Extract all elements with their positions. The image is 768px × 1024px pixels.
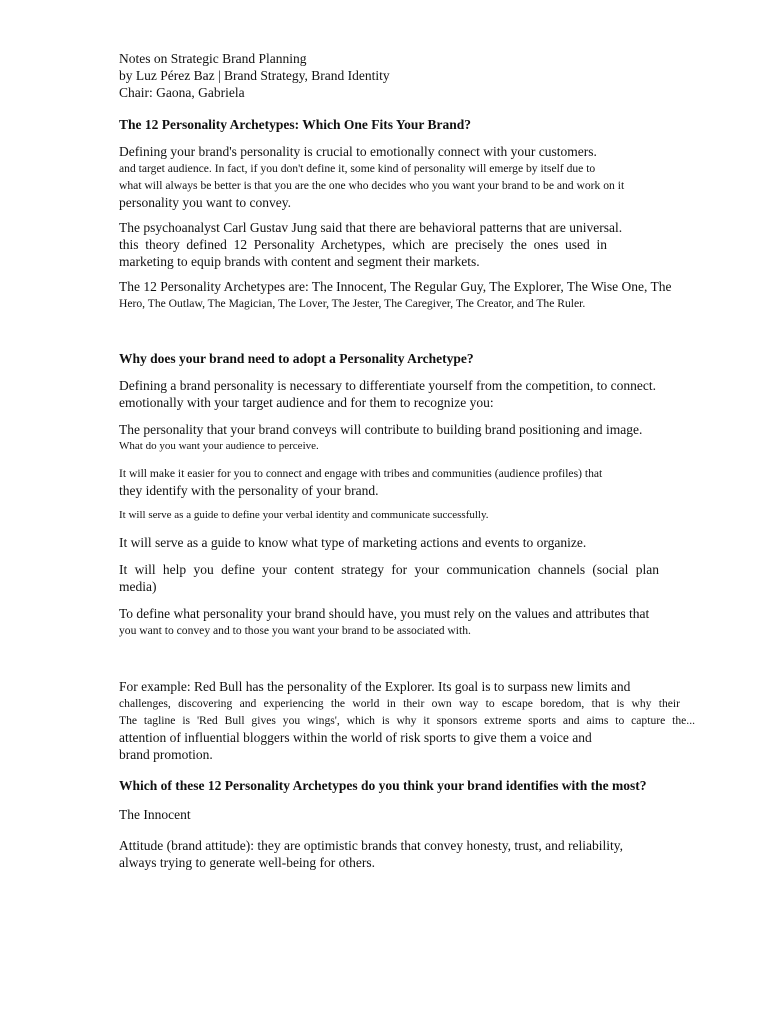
paragraph-line: The personality that your brand conveys will contribute to building brand positioning and image. (119, 422, 643, 437)
paragraph-line: emotionally with your target audience and for them to recognize you: (119, 395, 494, 410)
paragraph-line: Defining your brand's personality is crucial to emotionally connect with your customers. (119, 144, 597, 159)
paragraph-line: what will always be better is that you are the one who decides who you want your brand to be and work on it (119, 179, 625, 192)
paragraph-line: marketing to equip brands with content and segment their markets. (119, 254, 480, 269)
section-heading-which: Which of these 12 Personality Archetypes do you think your brand identifies with the most? (119, 778, 647, 793)
section-heading-archetypes: The 12 Personality Archetypes: Which One Fits Your Brand? (119, 117, 472, 132)
paragraph (119, 561, 699, 595)
paragraph-line: It will serve as a guide to define your verbal identity and communicate successfully. (119, 509, 489, 521)
paragraph (119, 143, 699, 211)
paragraph-line: and target audience. In fact, if you don't define it, some kind of personality will emerge by itself due to (119, 162, 596, 175)
paragraph-line: Hero, The Outlaw, The Magician, The Lover, The Jester, The Caregiver, The Creator, and The Ruler. (119, 297, 586, 310)
paragraph-line: It will make it easier for you to connect and engage with tribes and communities (audience profiles) that (119, 467, 603, 480)
paragraph (119, 837, 699, 871)
paragraph-line: It will help you define your content strategy for your communication channels (social plan (119, 562, 659, 577)
paragraph (119, 534, 699, 551)
paragraph (119, 219, 699, 270)
paragraph-line: It will serve as a guide to know what type of marketing actions and events to organize. (119, 535, 587, 550)
paragraph-line: The psychoanalyst Carl Gustav Jung said that there are behavioral patterns that are universal. (119, 220, 623, 235)
document-chair: Chair: Gaona, Gabriela (119, 85, 245, 100)
paragraph-line: To define what personality your brand should have, you must rely on the values and attributes that (119, 606, 650, 621)
paragraph-line: this theory defined 12 Personality Archetypes, which are precisely the ones used in (119, 237, 607, 252)
paragraph-line: media) (119, 579, 157, 594)
subheading-innocent: The Innocent (119, 807, 191, 822)
paragraph (119, 377, 699, 411)
paragraph-line: Defining a brand personality is necessary to differentiate yourself from the competition, to connect. (119, 378, 656, 393)
section-heading-why: Why does your brand need to adopt a Personality Archetype? (119, 351, 474, 366)
paragraph-line: personality you want to convey. (119, 195, 291, 210)
paragraph-line: they identify with the personality of your brand. (119, 483, 379, 498)
document-page (119, 50, 699, 871)
paragraph (119, 507, 699, 524)
paragraph (119, 678, 699, 763)
paragraph-line: What do you want your audience to perceive. (119, 440, 319, 452)
paragraph-line: The tagline is 'Red Bull gives you wings', which is why it sponsors extreme sports and aims to capture the... (119, 714, 695, 727)
document-byline: by Luz Pérez Baz | Brand Strategy, Brand Identity (119, 68, 390, 83)
paragraph-line: For example: Red Bull has the personality of the Explorer. Its goal is to surpass new limits and (119, 679, 631, 694)
paragraph-line: challenges, discovering and experiencing the world in their own way to escape boredom, that is why their (119, 697, 680, 710)
paragraph-line: The 12 Personality Archetypes are: The Innocent, The Regular Guy, The Explorer, The Wise One, The (119, 279, 672, 294)
paragraph (119, 605, 699, 639)
paragraph (119, 421, 699, 455)
paragraph-line: Attitude (brand attitude): they are optimistic brands that convey honesty, trust, and reliability, (119, 838, 623, 853)
paragraph-line: attention of influential bloggers within the world of risk sports to give them a voice and (119, 730, 592, 745)
paragraph (119, 465, 699, 499)
paragraph-line: brand promotion. (119, 747, 213, 762)
document-header (119, 50, 699, 101)
paragraph-line: always trying to generate well-being for others. (119, 855, 376, 870)
document-title: Notes on Strategic Brand Planning (119, 51, 307, 66)
paragraph-line: you want to convey and to those you want your brand to be associated with. (119, 624, 471, 637)
paragraph (119, 278, 699, 312)
